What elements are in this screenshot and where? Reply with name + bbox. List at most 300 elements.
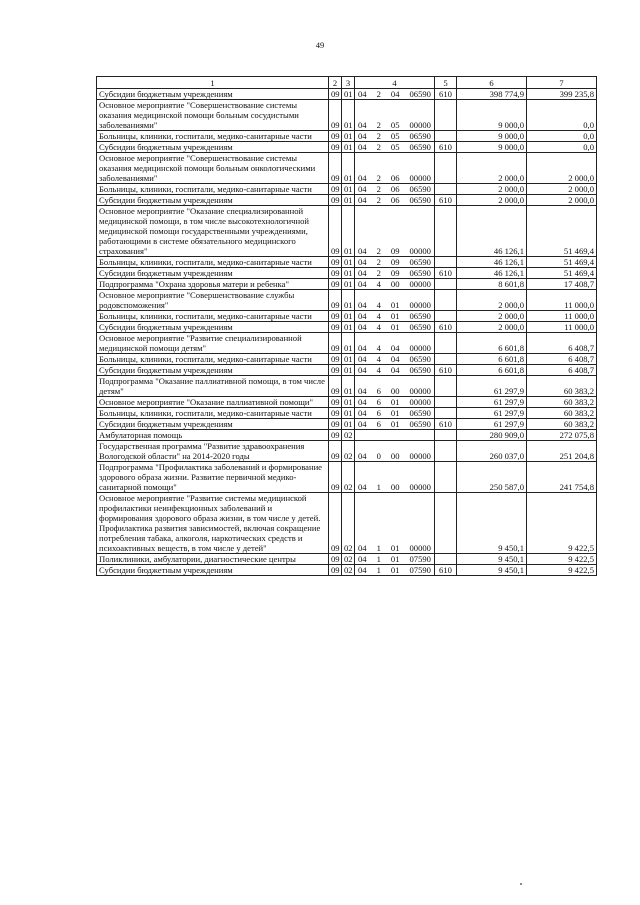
row-amount-1: 46 126,1 (457, 257, 527, 268)
target-code-part: 04 (390, 89, 400, 99)
target-code-part: 00000 (409, 343, 431, 353)
table-row (97, 142, 597, 153)
row-subsection: 02 (342, 430, 355, 441)
target-code-part: 06590 (409, 142, 431, 152)
row-section: 09 (329, 397, 342, 408)
row-name: Субсидии бюджетным учреждениям (97, 322, 329, 333)
target-code-part: 2 (376, 246, 381, 256)
row-expense-type (435, 279, 457, 290)
target-code-part: 00000 (409, 543, 431, 553)
row-target-code (355, 257, 435, 268)
row-subsection: 01 (342, 333, 355, 354)
target-code-part: 04 (358, 322, 367, 332)
target-code-part: 04 (358, 268, 367, 278)
row-amount-1: 46 126,1 (457, 206, 527, 257)
target-code-part: 04 (358, 365, 367, 375)
target-code-part: 1 (376, 554, 381, 564)
target-code-part: 01 (390, 543, 400, 553)
row-name: Больницы, клиники, госпитали, медико-санитарные части (97, 131, 329, 142)
row-name: Основное мероприятие "Совершенствование системы оказания медицинской помощи больным онкологическими заболеваниями" (97, 153, 329, 184)
target-code-parts (357, 311, 432, 321)
header-col-1: 1 (97, 77, 329, 89)
row-section: 09 (329, 441, 342, 462)
target-code-parts (357, 89, 432, 99)
row-expense-type: 610 (435, 419, 457, 430)
row-expense-type (435, 441, 457, 462)
row-target-code (355, 153, 435, 184)
target-code-part: 00 (390, 482, 400, 492)
row-amount-2: 2 000,0 (527, 195, 597, 206)
row-subsection: 01 (342, 311, 355, 322)
row-target-code (355, 408, 435, 419)
row-name: Субсидии бюджетным учреждениям (97, 195, 329, 206)
row-name: Субсидии бюджетным учреждениям (97, 142, 329, 153)
row-name: Подпрограмма "Оказание паллиативной помощи, в том числе детям" (97, 376, 329, 397)
row-expense-type (435, 131, 457, 142)
target-code-part: 6 (376, 386, 381, 396)
row-section: 09 (329, 376, 342, 397)
target-code-part: 06 (390, 173, 400, 183)
row-amount-2: 60 383,2 (527, 408, 597, 419)
target-code-part: 4 (376, 365, 381, 375)
target-code-part: 00000 (409, 246, 431, 256)
table-row (97, 153, 597, 184)
target-code-part: 00000 (409, 300, 431, 310)
row-section: 09 (329, 268, 342, 279)
target-code-parts (357, 322, 432, 332)
row-expense-type (435, 430, 457, 441)
row-expense-type (435, 206, 457, 257)
table-row (97, 100, 597, 131)
target-code-parts (357, 397, 432, 407)
target-code-part: 06590 (409, 365, 431, 375)
target-code-part: 2 (376, 89, 381, 99)
target-code-parts (357, 354, 432, 364)
row-section: 09 (329, 311, 342, 322)
row-expense-type (435, 100, 457, 131)
row-name: Основное мероприятие "Развитие системы медицинской профилактики неинфекционных заболеваний и формирования здорового образа жизни, в том числе у детей. Профилактика развития зависимостей, включая сокращение потребления табака, алкоголя, наркотических средств и психоактивных веществ, в том числе у детей" (97, 493, 329, 554)
header-col-5: 5 (435, 77, 457, 89)
row-subsection: 02 (342, 493, 355, 554)
target-code-part: 2 (376, 173, 381, 183)
row-amount-2: 11 000,0 (527, 311, 597, 322)
row-section: 09 (329, 142, 342, 153)
row-name: Больницы, клиники, госпитали, медико-санитарные части (97, 257, 329, 268)
target-code-parts (357, 386, 432, 396)
target-code-parts (357, 482, 432, 492)
table-row (97, 430, 597, 441)
row-target-code (355, 333, 435, 354)
target-code-part: 01 (390, 408, 400, 418)
target-code-part: 04 (358, 543, 367, 553)
target-code-part: 2 (376, 142, 381, 152)
target-code-part: 04 (358, 246, 367, 256)
row-amount-1: 2 000,0 (457, 290, 527, 311)
header-col-7: 7 (527, 77, 597, 89)
row-subsection: 01 (342, 419, 355, 430)
target-code-parts (357, 120, 432, 130)
row-target-code (355, 554, 435, 565)
target-code-part: 09 (390, 257, 400, 267)
row-amount-1: 9 000,0 (457, 131, 527, 142)
target-code-part: 07590 (409, 554, 431, 564)
row-amount-2: 272 075,8 (527, 430, 597, 441)
target-code-parts (357, 365, 432, 375)
row-target-code (355, 131, 435, 142)
row-target-code (355, 206, 435, 257)
target-code-part: 01 (390, 311, 400, 321)
row-amount-2: 2 000,0 (527, 153, 597, 184)
table-row (97, 554, 597, 565)
target-code-part: 06590 (409, 268, 431, 278)
row-name: Больницы, клиники, госпитали, медико-санитарные части (97, 184, 329, 195)
target-code-part: 04 (358, 184, 367, 194)
row-amount-1: 6 601,8 (457, 365, 527, 376)
row-subsection: 01 (342, 322, 355, 333)
page-number: 49 (315, 40, 325, 50)
target-code-parts (357, 131, 432, 141)
row-amount-1: 250 587,0 (457, 462, 527, 493)
target-code-part: 04 (358, 279, 367, 289)
row-section: 09 (329, 89, 342, 100)
row-section: 09 (329, 554, 342, 565)
row-expense-type (435, 257, 457, 268)
row-amount-1: 2 000,0 (457, 153, 527, 184)
row-subsection: 01 (342, 290, 355, 311)
target-code-part: 04 (358, 397, 367, 407)
row-name: Субсидии бюджетным учреждениям (97, 565, 329, 576)
row-target-code (355, 565, 435, 576)
row-expense-type: 610 (435, 142, 457, 153)
row-name: Основное мероприятие "Развитие специализированной медицинской помощи детям" (97, 333, 329, 354)
row-section: 09 (329, 430, 342, 441)
target-code-part: 00000 (409, 451, 431, 461)
row-amount-1: 280 909,0 (457, 430, 527, 441)
target-code-part: 1 (376, 482, 381, 492)
row-target-code (355, 195, 435, 206)
table-body (97, 89, 597, 576)
budget-table (96, 76, 597, 576)
target-code-part: 0 (376, 451, 381, 461)
target-code-part: 09 (390, 246, 400, 256)
row-amount-1: 61 297,9 (457, 419, 527, 430)
row-expense-type (435, 376, 457, 397)
row-subsection: 01 (342, 257, 355, 268)
target-code-parts (357, 343, 432, 353)
row-section: 09 (329, 565, 342, 576)
row-section: 09 (329, 153, 342, 184)
row-section: 09 (329, 419, 342, 430)
table-row (97, 419, 597, 430)
target-code-part: 04 (390, 365, 400, 375)
target-code-part: 04 (358, 419, 367, 429)
row-subsection: 01 (342, 142, 355, 153)
row-target-code (355, 142, 435, 153)
target-code-part: 04 (390, 343, 400, 353)
table-row (97, 257, 597, 268)
row-target-code (355, 100, 435, 131)
target-code-part: 06590 (409, 257, 431, 267)
row-expense-type (435, 290, 457, 311)
row-subsection: 01 (342, 89, 355, 100)
row-amount-2: 6 408,7 (527, 333, 597, 354)
target-code-parts (357, 543, 432, 553)
row-amount-1: 9 450,1 (457, 493, 527, 554)
target-code-part: 06 (390, 195, 400, 205)
target-code-part: 04 (358, 554, 367, 564)
row-target-code (355, 322, 435, 333)
target-code-part: 01 (390, 300, 400, 310)
row-subsection: 02 (342, 441, 355, 462)
table-row (97, 408, 597, 419)
row-subsection: 01 (342, 408, 355, 419)
target-code-part: 6 (376, 397, 381, 407)
table-row (97, 376, 597, 397)
target-code-parts (357, 419, 432, 429)
row-amount-1: 9 450,1 (457, 554, 527, 565)
target-code-part: 00000 (409, 173, 431, 183)
row-subsection: 01 (342, 365, 355, 376)
row-expense-type (435, 333, 457, 354)
row-amount-2: 241 754,8 (527, 462, 597, 493)
row-subsection: 01 (342, 206, 355, 257)
header-col-3: 3 (342, 77, 355, 89)
row-section: 09 (329, 408, 342, 419)
target-code-part: 04 (358, 257, 367, 267)
row-name: Поликлиники, амбулатории, диагностические центры (97, 554, 329, 565)
row-amount-1: 6 601,8 (457, 354, 527, 365)
row-expense-type (435, 397, 457, 408)
target-code-part: 2 (376, 184, 381, 194)
row-expense-type (435, 184, 457, 195)
target-code-parts (357, 451, 432, 461)
target-code-part: 04 (358, 311, 367, 321)
row-amount-2: 9 422,5 (527, 554, 597, 565)
row-section: 09 (329, 100, 342, 131)
row-name: Подпрограмма "Охрана здоровья матери и ребенка" (97, 279, 329, 290)
row-expense-type (435, 462, 457, 493)
row-expense-type (435, 408, 457, 419)
row-amount-2: 11 000,0 (527, 322, 597, 333)
target-code-part: 2 (376, 120, 381, 130)
table-row (97, 206, 597, 257)
row-target-code (355, 441, 435, 462)
row-amount-2: 6 408,7 (527, 365, 597, 376)
row-subsection: 01 (342, 153, 355, 184)
row-name: Больницы, клиники, госпитали, медико-санитарные части (97, 354, 329, 365)
target-code-part: 06590 (409, 131, 431, 141)
target-code-part: 04 (358, 565, 367, 575)
target-code-part: 05 (390, 131, 400, 141)
row-subsection: 01 (342, 268, 355, 279)
row-name: Основное мероприятие "Совершенствование системы оказания медицинской помощи больным сосудистыми заболеваниями" (97, 100, 329, 131)
target-code-part: 05 (390, 120, 400, 130)
row-amount-1: 8 601,8 (457, 279, 527, 290)
target-code-part: 00000 (409, 397, 431, 407)
row-expense-type (435, 354, 457, 365)
row-amount-2: 51 469,4 (527, 268, 597, 279)
row-amount-2: 399 235,8 (527, 89, 597, 100)
row-amount-2: 9 422,5 (527, 493, 597, 554)
row-expense-type: 610 (435, 89, 457, 100)
row-amount-2: 2 000,0 (527, 184, 597, 195)
target-code-part: 04 (358, 482, 367, 492)
target-code-part: 00000 (409, 279, 431, 289)
target-code-part: 2 (376, 195, 381, 205)
table-row (97, 322, 597, 333)
row-subsection: 01 (342, 376, 355, 397)
target-code-part: 06590 (409, 322, 431, 332)
table-header (97, 77, 597, 89)
table-row (97, 365, 597, 376)
target-code-parts (357, 565, 432, 575)
target-code-part: 01 (390, 565, 400, 575)
target-code-part: 2 (376, 131, 381, 141)
target-code-part: 00 (390, 451, 400, 461)
target-code-part: 01 (390, 419, 400, 429)
target-code-part: 06590 (409, 354, 431, 364)
target-code-parts (357, 554, 432, 564)
row-expense-type: 610 (435, 365, 457, 376)
row-amount-2: 60 383,2 (527, 397, 597, 408)
row-target-code (355, 376, 435, 397)
target-code-part: 2 (376, 268, 381, 278)
target-code-part: 06590 (409, 89, 431, 99)
target-code-part: 06590 (409, 195, 431, 205)
target-code-part: 00 (390, 386, 400, 396)
target-code-part: 04 (358, 386, 367, 396)
row-target-code (355, 268, 435, 279)
row-subsection: 01 (342, 131, 355, 142)
row-section: 09 (329, 462, 342, 493)
row-name: Основное мероприятие "Совершенствование службы родовспоможения" (97, 290, 329, 311)
row-name: Амбулаторная помощь (97, 430, 329, 441)
row-amount-1: 61 297,9 (457, 376, 527, 397)
target-code-part: 6 (376, 408, 381, 418)
row-section: 09 (329, 365, 342, 376)
row-section: 09 (329, 257, 342, 268)
target-code-parts (357, 142, 432, 152)
target-code-part: 4 (376, 300, 381, 310)
target-code-part: 04 (358, 142, 367, 152)
table-row (97, 268, 597, 279)
row-name: Основное мероприятие "Оказание паллиативной помощи" (97, 397, 329, 408)
header-col-4: 4 (355, 77, 435, 89)
target-code-part: 04 (358, 120, 367, 130)
row-section: 09 (329, 290, 342, 311)
target-code-parts (357, 173, 432, 183)
target-code-parts (357, 300, 432, 310)
target-code-part: 07590 (409, 565, 431, 575)
row-expense-type (435, 153, 457, 184)
row-name: Основное мероприятие "Оказание специализированной медицинской помощи, в том числе высокотехнологичной медицинской помощи государственными учреждениями, работающими в системе обязательного медицинского страхования" (97, 206, 329, 257)
row-amount-1: 9 000,0 (457, 100, 527, 131)
row-name: Субсидии бюджетным учреждениям (97, 89, 329, 100)
table-row (97, 462, 597, 493)
target-code-part: 06 (390, 184, 400, 194)
row-target-code (355, 184, 435, 195)
target-code-part: 4 (376, 354, 381, 364)
row-subsection: 01 (342, 195, 355, 206)
row-section: 09 (329, 206, 342, 257)
row-subsection: 02 (342, 554, 355, 565)
row-amount-2: 51 469,4 (527, 206, 597, 257)
row-target-code (355, 89, 435, 100)
target-code-parts (357, 279, 432, 289)
row-amount-1: 6 601,8 (457, 333, 527, 354)
target-code-part: 04 (358, 408, 367, 418)
header-col-6: 6 (457, 77, 527, 89)
target-code-part: 00000 (409, 482, 431, 492)
table-row (97, 333, 597, 354)
row-expense-type (435, 554, 457, 565)
row-name: Больницы, клиники, госпитали, медико-санитарные части (97, 311, 329, 322)
row-target-code (355, 279, 435, 290)
target-code-part: 4 (376, 279, 381, 289)
row-section: 09 (329, 493, 342, 554)
row-amount-2: 60 383,2 (527, 376, 597, 397)
row-target-code (355, 290, 435, 311)
table-row (97, 397, 597, 408)
target-code-parts (357, 195, 432, 205)
row-section: 09 (329, 131, 342, 142)
row-amount-1: 2 000,0 (457, 322, 527, 333)
row-amount-2: 251 204,8 (527, 441, 597, 462)
target-code-part: 01 (390, 397, 400, 407)
row-subsection: 01 (342, 100, 355, 131)
row-target-code (355, 311, 435, 322)
table-row (97, 493, 597, 554)
target-code-part: 04 (358, 195, 367, 205)
row-target-code (355, 493, 435, 554)
target-code-part: 05 (390, 142, 400, 152)
row-target-code (355, 430, 435, 441)
table-row (97, 184, 597, 195)
row-amount-1: 2 000,0 (457, 195, 527, 206)
target-code-part: 4 (376, 343, 381, 353)
row-name: Субсидии бюджетным учреждениям (97, 419, 329, 430)
target-code-part: 01 (390, 554, 400, 564)
target-code-part: 04 (358, 89, 367, 99)
row-amount-1: 46 126,1 (457, 268, 527, 279)
row-section: 09 (329, 279, 342, 290)
row-target-code (355, 462, 435, 493)
row-subsection: 02 (342, 565, 355, 576)
target-code-part: 00 (390, 279, 400, 289)
target-code-part: 04 (358, 354, 367, 364)
target-code-parts (357, 184, 432, 194)
row-amount-2: 17 408,7 (527, 279, 597, 290)
row-section: 09 (329, 333, 342, 354)
target-code-part: 06590 (409, 419, 431, 429)
row-amount-2: 0,0 (527, 142, 597, 153)
row-name: Больницы, клиники, госпитали, медико-санитарные части (97, 408, 329, 419)
table-row (97, 311, 597, 322)
target-code-parts (357, 257, 432, 267)
target-code-parts (357, 408, 432, 418)
row-target-code (355, 397, 435, 408)
target-code-parts (357, 246, 432, 256)
target-code-parts (357, 268, 432, 278)
row-amount-1: 9 000,0 (457, 142, 527, 153)
row-amount-2: 0,0 (527, 100, 597, 131)
row-amount-2: 11 000,0 (527, 290, 597, 311)
row-amount-2: 51 469,4 (527, 257, 597, 268)
target-code-part: 4 (376, 322, 381, 332)
table-row (97, 195, 597, 206)
target-code-part: 00000 (409, 386, 431, 396)
target-code-part: 04 (390, 354, 400, 364)
